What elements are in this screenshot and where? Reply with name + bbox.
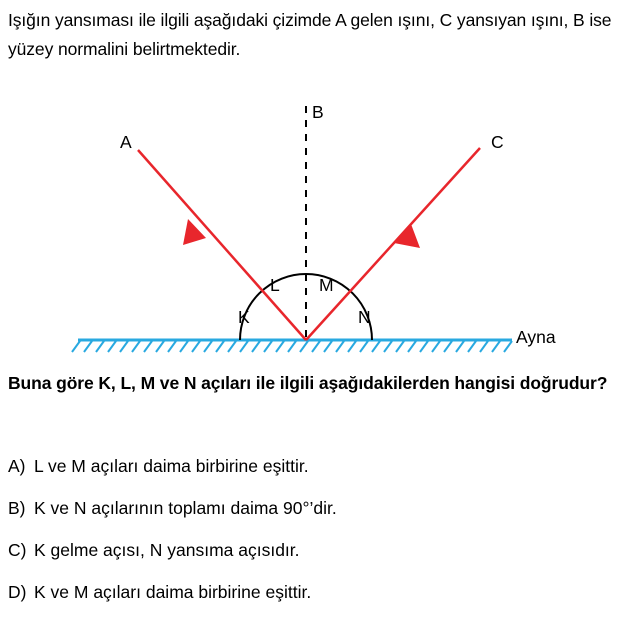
choice-a[interactable] xyxy=(8,455,620,477)
question-prompt: Buna göre K, L, M ve N açıları ile ilgili aşağıdakilerden hangisi doğrudur? xyxy=(8,373,608,393)
label-normal: B xyxy=(312,102,324,122)
label-mirror: Ayna xyxy=(516,327,556,347)
label-reflected-ray: C xyxy=(491,132,504,152)
choice-c-key: C) xyxy=(8,540,27,560)
choice-c[interactable] xyxy=(8,539,620,561)
diagram-svg xyxy=(8,88,620,360)
incident-ray xyxy=(138,150,306,340)
choice-b[interactable] xyxy=(8,497,620,519)
label-incident-ray: A xyxy=(120,132,132,152)
choice-a-key: A) xyxy=(8,456,26,476)
reflected-ray xyxy=(306,148,480,340)
choice-c-text: K gelme açısı, N yansıma açısıdır. xyxy=(34,540,300,560)
choice-d-text: K ve M açıları daima birbirine eşittir. xyxy=(34,582,312,602)
mirror-hatching xyxy=(72,341,512,352)
choice-d[interactable] xyxy=(8,581,620,603)
reflection-diagram xyxy=(8,88,620,360)
choice-b-key: B) xyxy=(8,498,26,518)
label-angle-k: K xyxy=(238,307,250,327)
label-angle-l: L xyxy=(270,275,280,295)
choice-a-text: L ve M açıları daima birbirine eşittir. xyxy=(34,456,309,476)
label-angle-n: N xyxy=(358,307,371,327)
question-stem: Işığın yansıması ile ilgili aşağıdaki çizimde A gelen ışını, C yansıyan ışını, B ise yüzey normalini belirtmektedir. xyxy=(8,10,612,59)
label-angle-m: M xyxy=(319,275,334,295)
choice-d-key: D) xyxy=(8,582,27,602)
answer-choices xyxy=(8,455,620,623)
choice-b-text: K ve N açılarının toplamı daima 90°’dir. xyxy=(34,498,337,518)
